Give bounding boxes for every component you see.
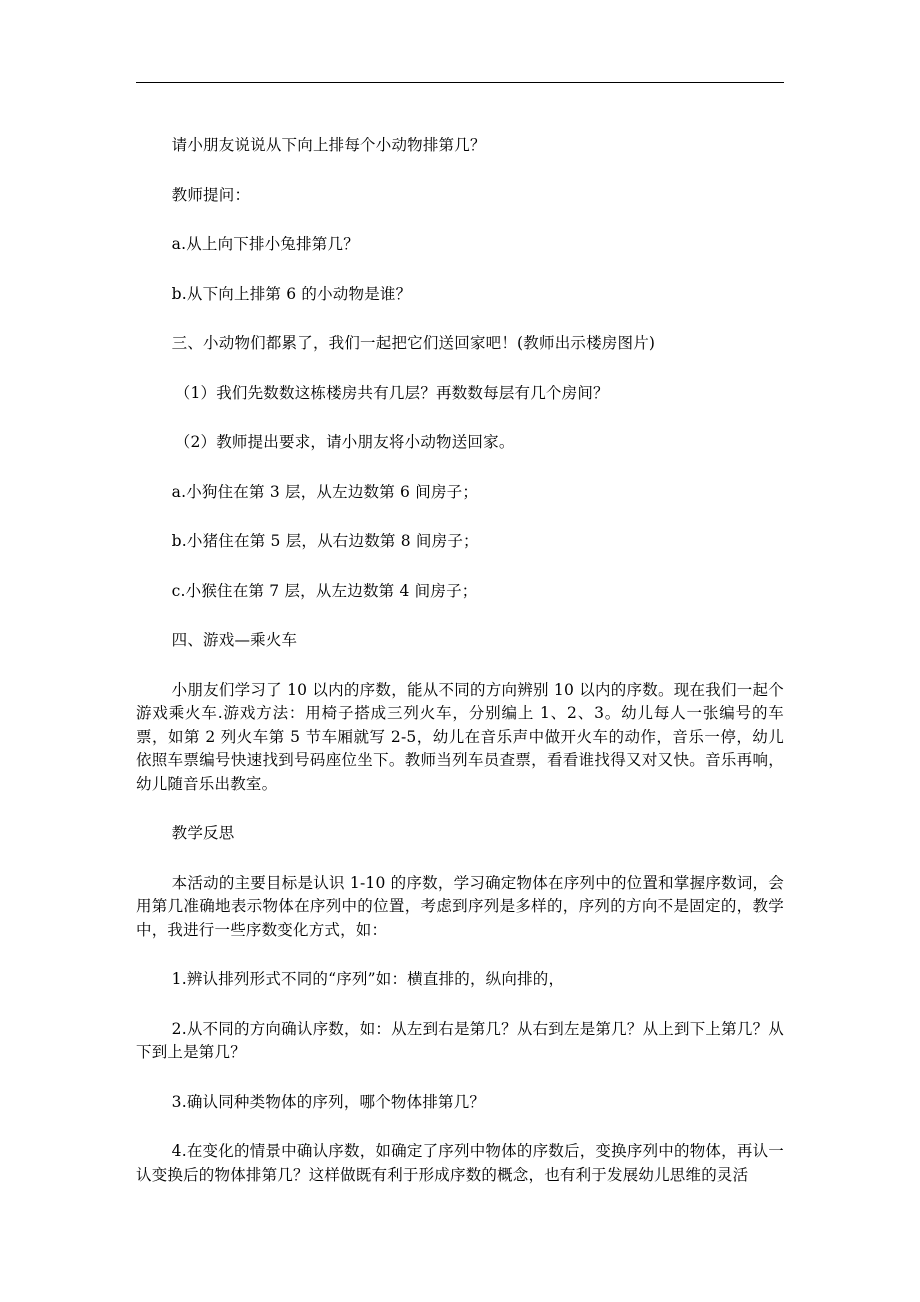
list-item: 2.从不同的方向确认序数，如：从左到右是第几？从右到左是第几？从上到下上第几？从下到上是第几？ [136,1019,784,1061]
paragraph: 本活动的主要目标是认识 1-10 的序数，学习确定物体在序列中的位置和掌握序数词，会用第几准确地表示物体在序列中的位置，考虑到序列是多样的，序列的方向不是固定的，教学中，我进行一些序数变化方式，如： [136,873,784,939]
paragraph: b.从下向上排第 6 的小动物是谁？ [171,284,412,303]
section-heading: 三、小动物们都累了，我们一起把它们送回家吧！(教师出示楼房图片) [171,334,656,352]
list-item: 3.确认同种类物体的序列，哪个物体排第几？ [171,1092,486,1111]
paragraph: 请小朋友说说从下向上排每个小动物排第几？ [171,136,486,154]
section-heading: 四、游戏—乘火车 [171,631,298,649]
document-body [136,134,784,1213]
list-item: 4.在变化的情景中确认序数，如确定了序列中物体的序数后，变换序列中的物体，再认一认变换后的物体排第几？这样做既有利于形成序数的概念，也有利于发展幼儿思维的灵活 [136,1142,784,1184]
paragraph: a.小狗住在第 3 层，从左边数第 6 间房子； [171,482,479,501]
paragraph: 小朋友们学习了 10 以内的序数，能从不同的方向辨别 10 以内的序数。现在我们一起个游戏乘火车.游戏方法：用椅子搭成三列火车，分别编上 1、2、3。幼儿每人一张编号的车票，如第 2 列火车第 5 节车厢就写 2-5，幼儿在音乐声中做开火车的动作，音乐一停，幼儿依照车票编号快速找到号码座位坐下。教师当列车员查票，看看谁找得又对又快。音乐再响，幼儿随音乐出教室。 [136,680,784,793]
header-rule [136,82,784,83]
paragraph: 教师提问： [171,185,251,204]
paragraph: a.从上向下排小兔排第几？ [171,235,359,253]
section-heading: 教学反思 [171,824,235,842]
paragraph: b.小猪住在第 5 层，从右边数第 8 间房子； [171,532,479,550]
paragraph: c.小猴住在第 7 层，从左边数第 4 间房子； [171,581,478,600]
paragraph: （2）教师提出要求，请小朋友将小动物送回家。 [174,433,515,451]
paragraph: （1）我们先数数这栋楼房共有几层？再数数每层有几个房间？ [174,383,609,402]
list-item: 1.辨认排列形式不同的“序列”如：横直排的，纵向排的， [171,970,565,988]
